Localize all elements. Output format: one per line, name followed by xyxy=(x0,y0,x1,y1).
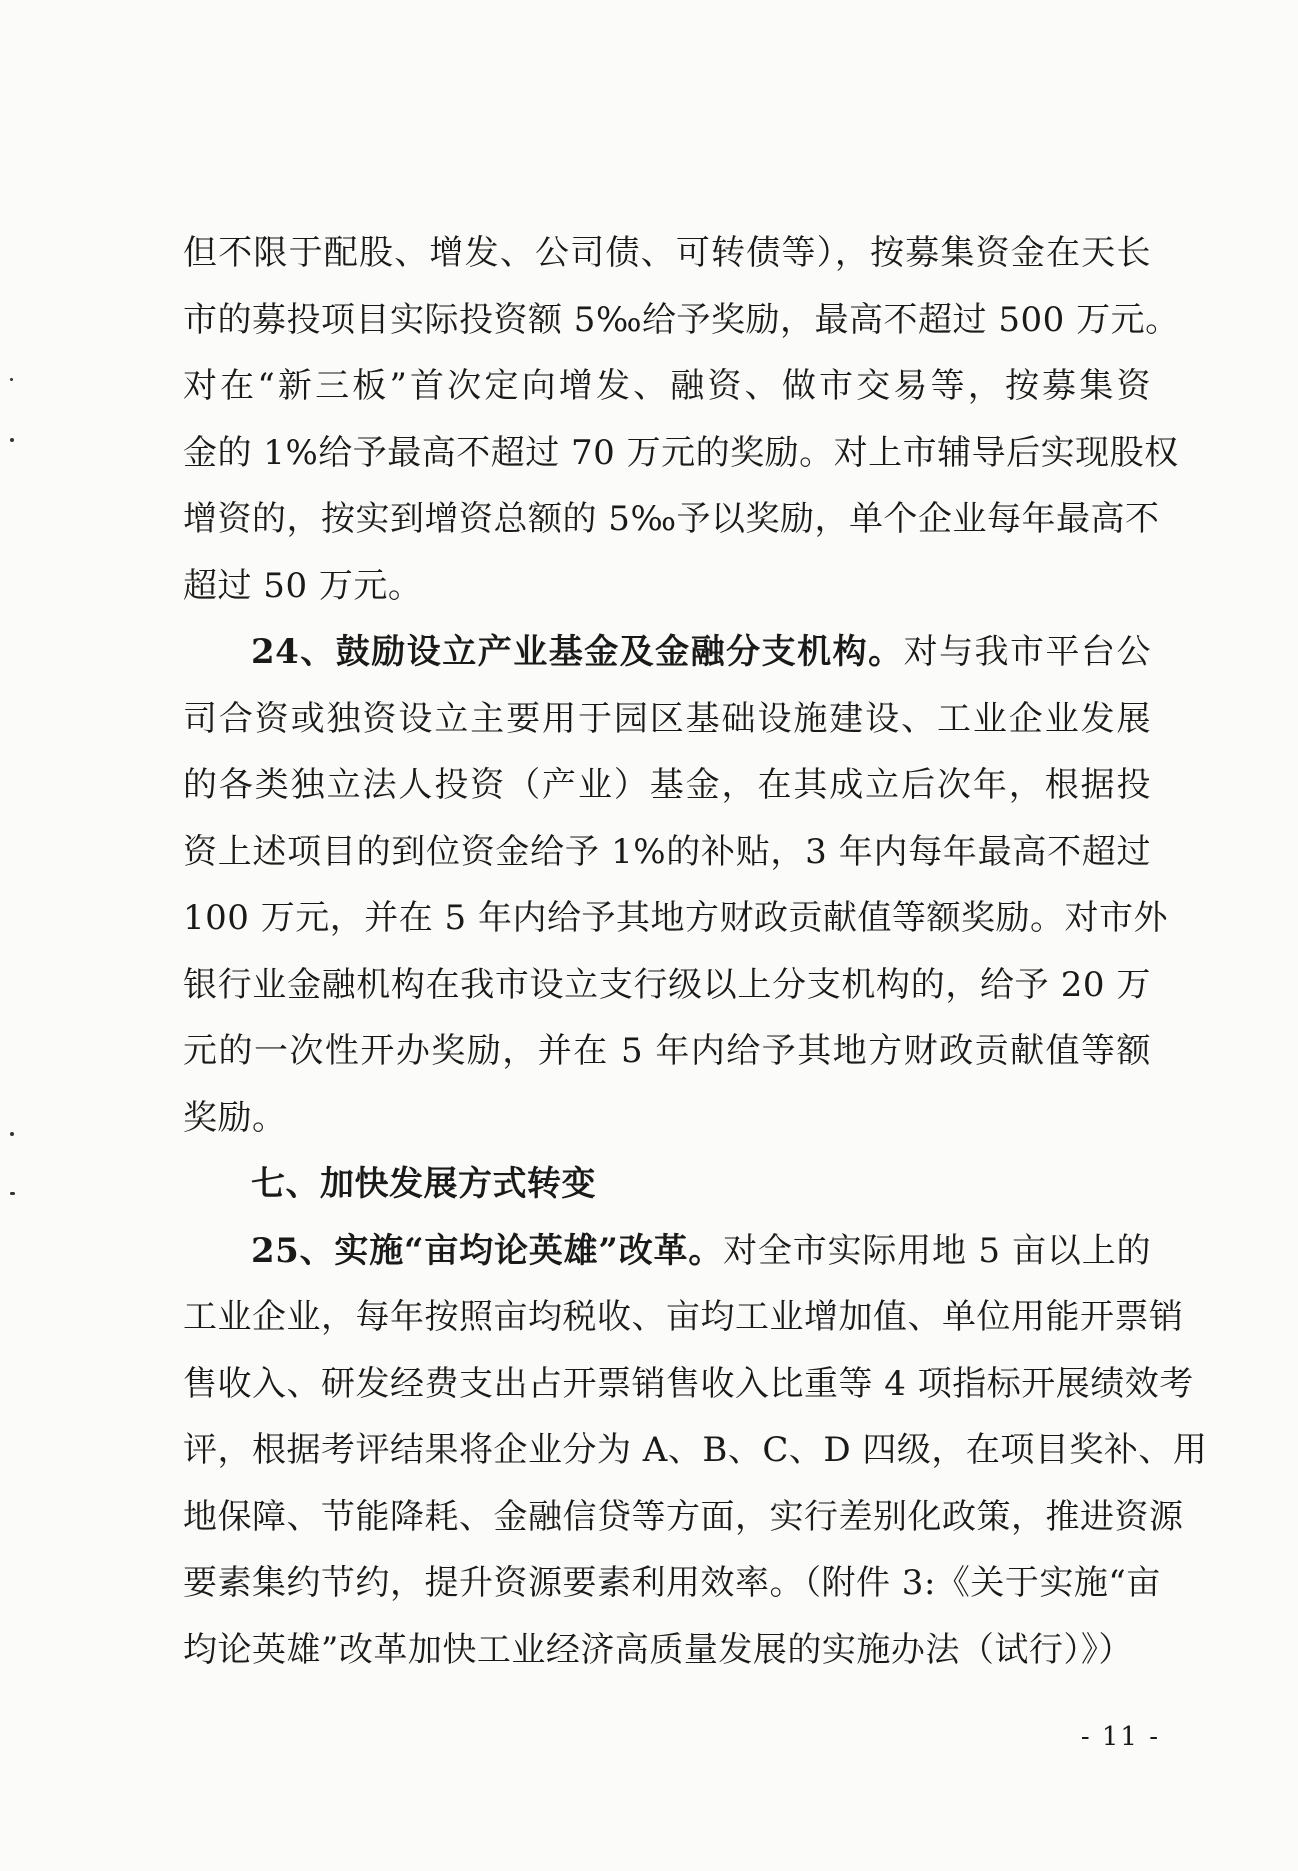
text-line: 司合资或独资设立主要用于园区基础设施建设、工业企业发展 xyxy=(183,698,1151,739)
body-text xyxy=(183,220,1208,1683)
text-line: 超过 50 万元。 xyxy=(183,565,423,606)
section-24-first-line xyxy=(183,619,1151,686)
page-number: - 11 - xyxy=(1080,1722,1160,1752)
scan-speck xyxy=(10,378,13,381)
text-line: 对在“新三板”首次定向增发、融资、做市交易等，按募集资 xyxy=(183,366,1151,406)
text-line: 增资的，按实到增资总额的 5‰予以奖励，单个企业每年最高不 xyxy=(183,499,1160,539)
text-line: 奖励。 xyxy=(183,1097,287,1138)
section-25-first-line xyxy=(183,1218,1151,1285)
text-line: 资上述项目的到位资金给予 1%的补贴，3 年内每年最高不超过 xyxy=(183,831,1151,872)
text-line: 银行业金融机构在我市设立支行级以上分支机构的，给予 20 万 xyxy=(183,964,1151,1005)
text-line: 市的募投项目实际投资额 5‰给予奖励，最高不超过 500 万元。 xyxy=(183,299,1180,340)
scan-speck xyxy=(10,1192,15,1195)
text-line: 售收入、研发经费支出占开票销售收入比重等 4 项指标开展绩效考 xyxy=(183,1363,1194,1404)
text-line: 100 万元，并在 5 年内给予其地方财政贡献值等额奖励。对市外 xyxy=(183,898,1168,938)
text-line: 地保障、节能降耗、金融信贷等方面，实行差别化政策，推进资源 xyxy=(183,1496,1184,1537)
section-25-heading: 25、实施“亩均论英雄”改革。 xyxy=(251,1230,724,1271)
text-line: 元的一次性开办奖励，并在 5 年内给予其地方财政贡献值等额 xyxy=(183,1031,1151,1071)
text-line: 金的 1%给予最高不超过 70 万元的奖励。对上市辅导后实现股权 xyxy=(183,432,1179,473)
text-line: 但不限于配股、增发、公司债、可转债等），按募集资金在天长 xyxy=(183,233,1151,273)
text-line: 的各类独立法人投资（产业）基金，在其成立后次年，根据投 xyxy=(183,765,1151,805)
text-line: 评，根据考评结果将企业分为 A、B、C、D 四级，在项目奖补、用 xyxy=(183,1430,1208,1470)
section-24-heading: 24、鼓励设立产业基金及金融分支机构。 xyxy=(251,632,904,672)
scan-speck xyxy=(10,438,14,442)
text-line: 工业企业，每年按照亩均税收、亩均工业增加值、单位用能开票销 xyxy=(183,1297,1184,1337)
section-25-first-rest: 对全市实际用地 5 亩以上的 xyxy=(723,1230,1151,1271)
text-line: 均论英雄”改革加快工业经济高质量发展的实施办法（试行）》） xyxy=(183,1629,1133,1670)
section-24-first-rest: 对与我市平台公 xyxy=(903,632,1151,672)
scan-speck xyxy=(10,1132,14,1136)
section-7-heading: 七、加快发展方式转变 xyxy=(251,1164,596,1204)
text-line: 要素集约节约，提升资源要素利用效率。（附件 3:《关于实施“亩 xyxy=(183,1563,1161,1603)
